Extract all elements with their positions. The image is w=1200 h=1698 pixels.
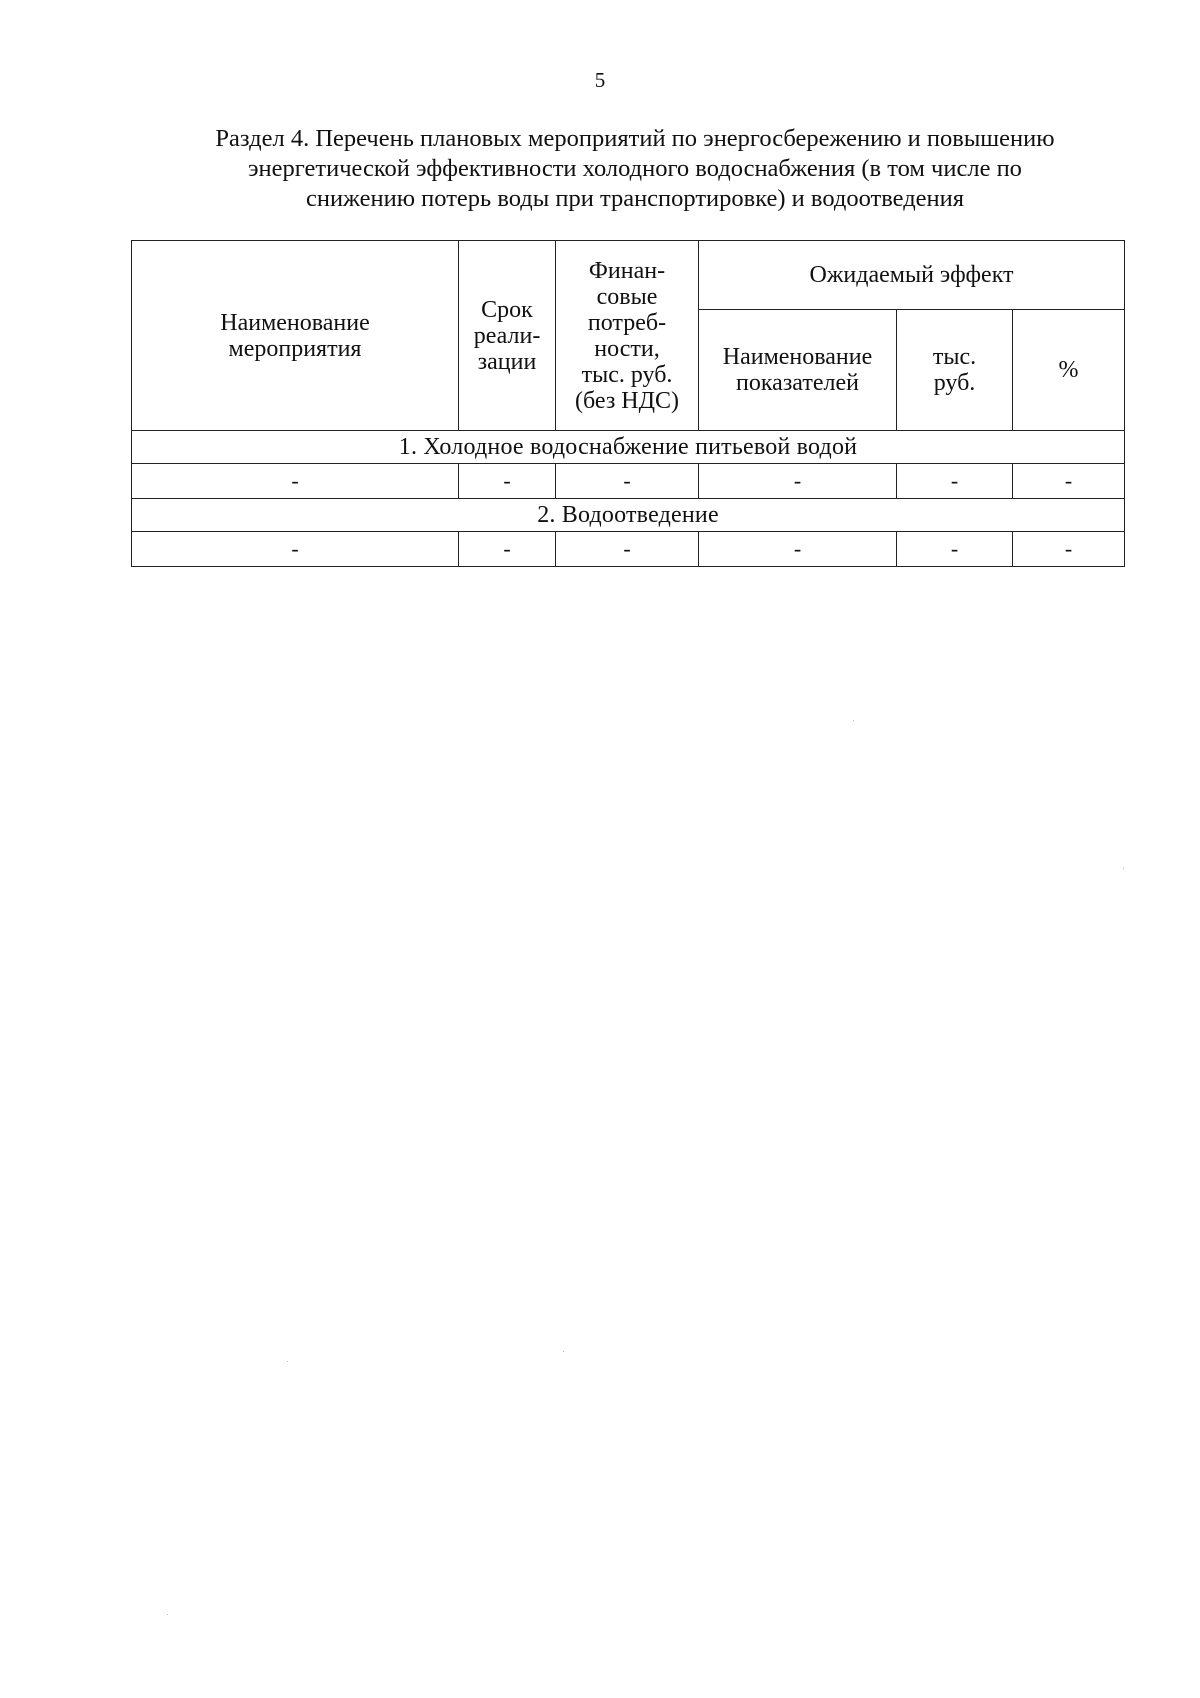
header-text: тыс. руб. — [581, 361, 673, 388]
table-row — [132, 464, 1125, 499]
scan-speck — [167, 1614, 168, 1615]
header-text: (без НДС) — [574, 387, 679, 414]
header-text: совые — [596, 283, 658, 310]
section-title-line: Раздел 4. Перечень плановых мероприятий по энергосбережению и повышению — [215, 125, 1055, 152]
header-text: Наименование — [220, 309, 370, 336]
table-cell: - — [699, 532, 897, 567]
header-text: Срок — [481, 296, 533, 323]
table-cell: - — [897, 532, 1013, 567]
header-expected-effect: Ожидаемый эффект — [699, 241, 1125, 310]
measures-table — [131, 240, 1125, 567]
table-cell: - — [1013, 464, 1125, 499]
section-title-line: снижению потерь воды при транспортировке) и водоотведения — [305, 185, 965, 212]
section-row-cold-water — [132, 431, 1125, 464]
header-term — [459, 241, 556, 431]
header-text: показателей — [736, 370, 859, 396]
section-title-cell: 2. Водоотведение — [132, 499, 1125, 532]
header-text: зации — [477, 348, 537, 375]
header-text: руб. — [933, 370, 976, 396]
header-text: ности, — [594, 335, 660, 362]
header-percent: % — [1013, 310, 1125, 431]
header-indicators — [699, 310, 897, 431]
table-cell: - — [897, 464, 1013, 499]
scan-speck — [287, 1361, 288, 1362]
table-cell: - — [556, 464, 699, 499]
scan-speck — [1123, 868, 1124, 869]
table-cell: - — [132, 464, 459, 499]
header-text: тыс. — [932, 344, 977, 370]
page-number: 5 — [594, 68, 606, 92]
table-cell: - — [459, 532, 556, 567]
scan-speck — [853, 720, 854, 721]
table-cell: - — [556, 532, 699, 567]
header-text: реали- — [473, 322, 541, 349]
header-activity-name — [132, 241, 459, 431]
header-finance — [556, 241, 699, 431]
section-title-cell: 1. Холодное водоснабжение питьевой водой — [132, 431, 1125, 464]
table-cell: - — [1013, 532, 1125, 567]
table-cell: - — [132, 532, 459, 567]
scan-speck — [563, 1351, 564, 1352]
section-row-wastewater — [132, 499, 1125, 532]
table-cell: - — [699, 464, 897, 499]
header-text: мероприятия — [228, 335, 362, 362]
header-row-top — [132, 241, 1125, 310]
header-text: Финан- — [588, 257, 666, 284]
section-title — [150, 124, 1120, 214]
section-title-line: энергетической эффективности холодного водоснабжения (в том числе по — [248, 155, 1022, 182]
table-cell: - — [459, 464, 556, 499]
header-text: потреб- — [587, 309, 667, 336]
header-thousand-rub — [897, 310, 1013, 431]
header-text: Наименование — [722, 344, 873, 370]
table-row — [132, 532, 1125, 567]
